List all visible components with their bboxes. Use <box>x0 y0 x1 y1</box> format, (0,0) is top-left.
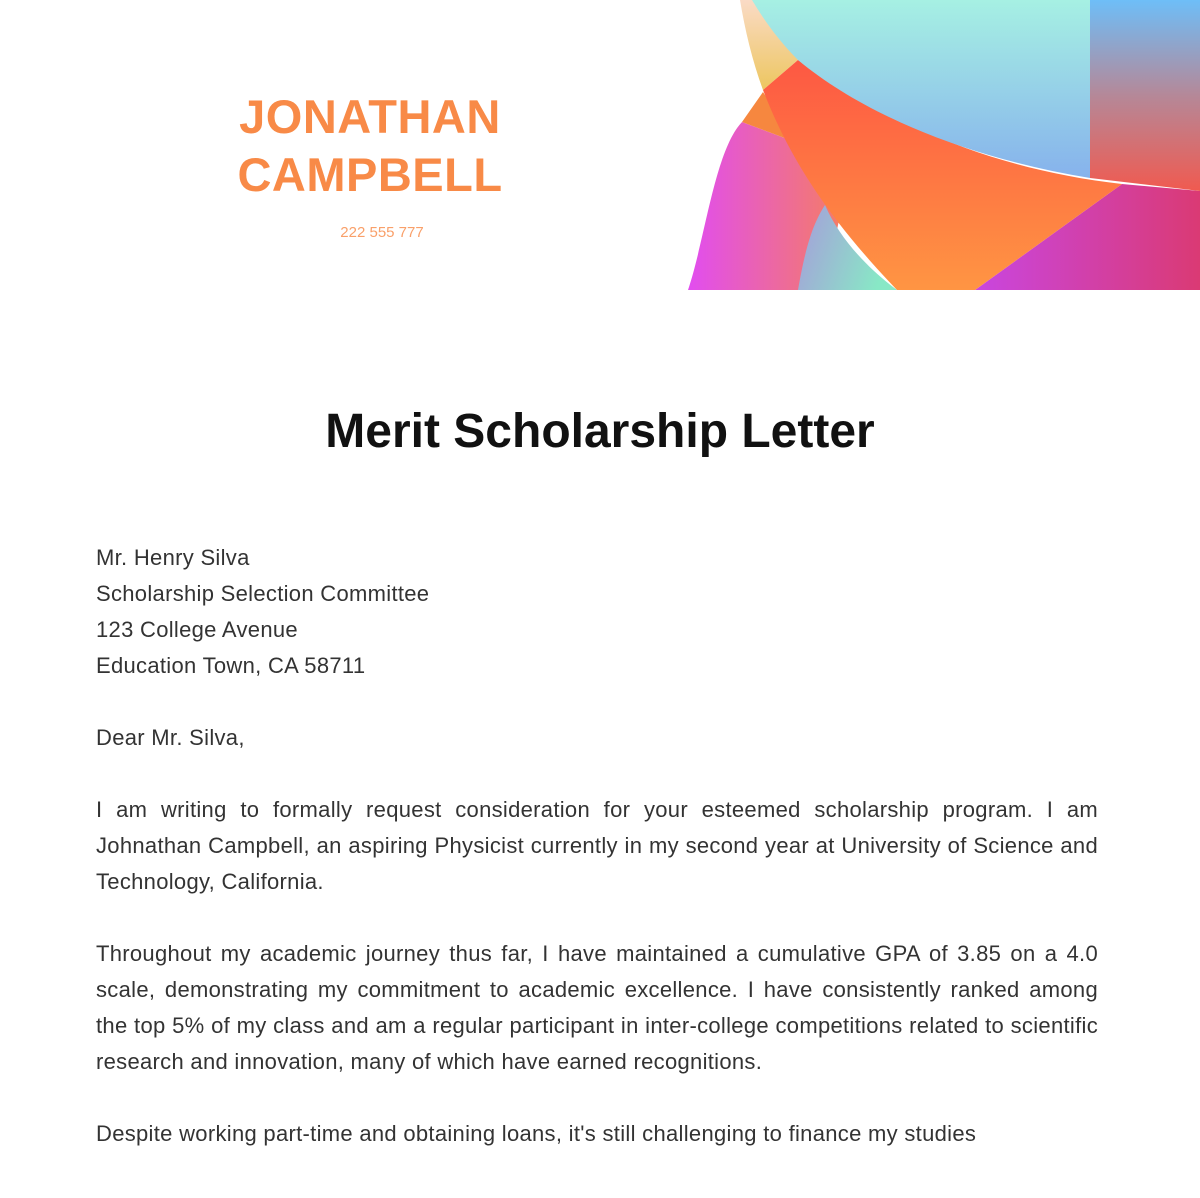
recipient-city: Education Town, CA 58711 <box>96 653 366 678</box>
recipient-street: 123 College Avenue <box>96 617 298 642</box>
letter-title: Merit Scholarship Letter <box>325 405 875 458</box>
recipient-name: Mr. Henry Silva <box>96 545 250 570</box>
sender-phone: 222 555 777 <box>340 224 424 241</box>
name-line-2: CAMPBELL <box>237 148 503 201</box>
sender-name <box>170 88 570 204</box>
paragraph: I am writing to formally request consideration for your esteemed scholarship program. I am Johnathan Campbell, an aspiring Physicist currently in my second year at University of Science and Technology, California. <box>96 797 1098 894</box>
salutation: Dear Mr. Silva, <box>96 725 245 750</box>
paragraph: Despite working part-time and obtaining loans, it's still challenging to finance my studies <box>96 1121 977 1146</box>
letter-body <box>96 540 1098 1188</box>
recipient-address <box>96 540 1098 684</box>
recipient-org: Scholarship Selection Committee <box>96 581 430 606</box>
name-line-1: JONATHAN <box>239 90 501 143</box>
paragraph: Throughout my academic journey thus far, I have maintained a cumulative GPA of 3.85 on a 4.0 scale, demonstrating my commitment to academic excellence. I have consistently ranked among the top 5% of my class and am a regular participant in inter-college competitions related to scientific research and innovation, many of which have earned recognitions. <box>96 941 1098 1074</box>
